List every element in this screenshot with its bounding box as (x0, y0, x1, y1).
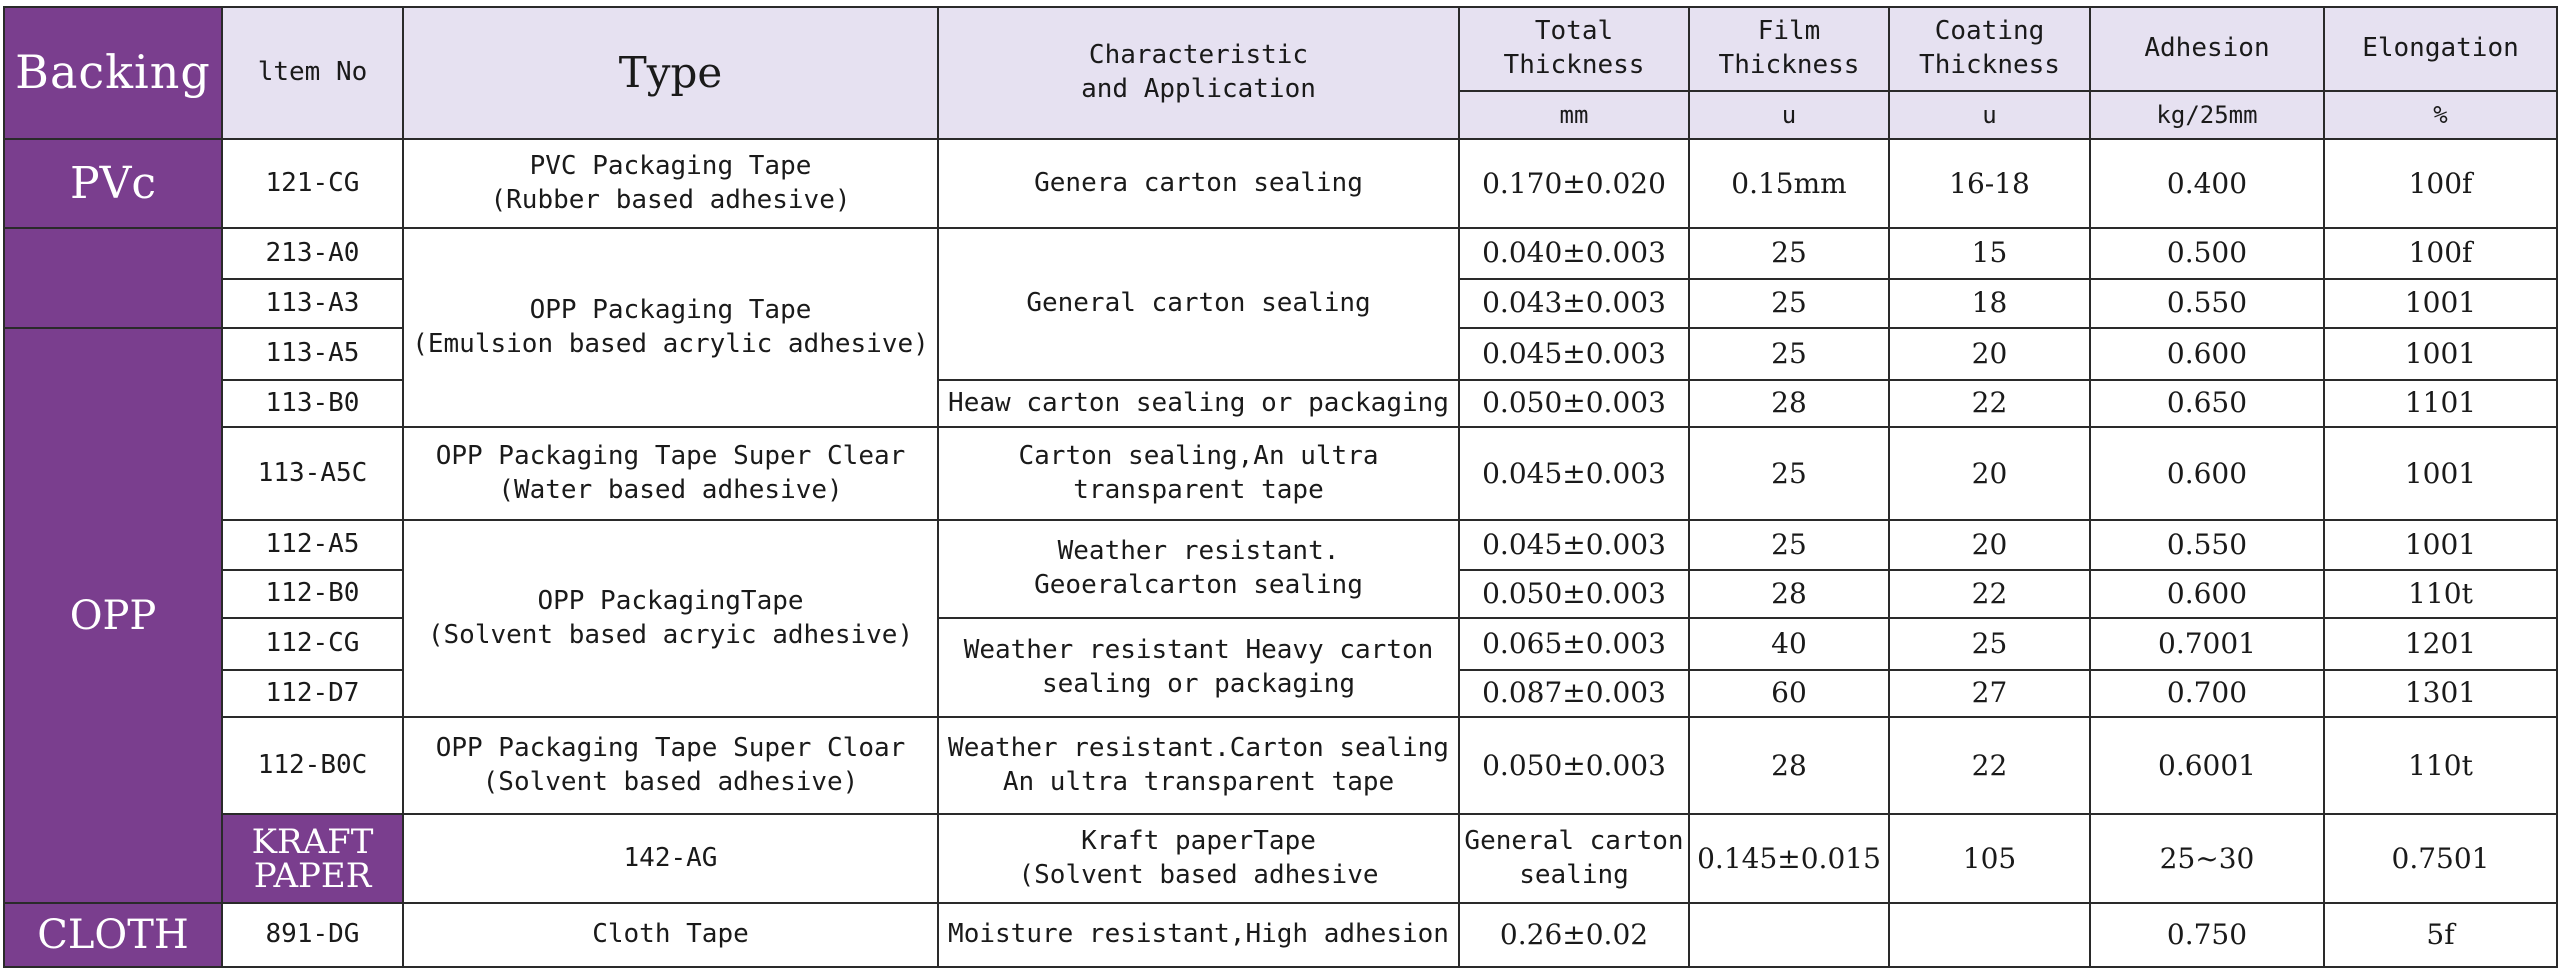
film-thickness-cell (1689, 903, 1889, 967)
unit-elongation: % (2324, 91, 2557, 140)
item-no-cell: 112-A5 (222, 520, 403, 570)
film-thickness-cell: 28 (1689, 717, 1889, 814)
table-row (4, 520, 2557, 570)
film-thickness-cell: 25 (1689, 228, 1889, 279)
application-cell: Carton sealing,An ultra transparent tape (938, 427, 1459, 520)
total-thickness-cell: 0.045±0.003 (1459, 520, 1689, 570)
item-no-cell: 121-CG (222, 139, 403, 228)
coating-thickness-cell: 25 (1889, 618, 2090, 670)
adhesion-cell: 0.700 (2090, 670, 2324, 717)
header-characteristic: Characteristic and Application (938, 7, 1459, 139)
application-cell: Genera carton sealing (938, 139, 1459, 228)
type-cell: OPP Packaging Tape (Emulsion based acrylic adhesive) (403, 228, 938, 427)
type-cell: OPP Packaging Tape Super Cloar (Solvent based adhesive) (403, 717, 938, 814)
elongation-cell: 1001 (2324, 328, 2557, 380)
adhesion-cell: 0.650 (2090, 380, 2324, 427)
coating-thickness-cell: 22 (1889, 570, 2090, 619)
table-row (4, 717, 2557, 814)
adhesion-cell: 0.600 (2090, 427, 2324, 520)
elongation-cell: 110t (2324, 570, 2557, 619)
elongation-cell: 1001 (2324, 427, 2557, 520)
table-row (4, 814, 2557, 903)
coating-thickness-cell: 20 (1889, 328, 2090, 380)
elongation-cell: 1301 (2324, 670, 2557, 717)
header-total-thickness: Total Thickness (1459, 7, 1689, 91)
unit-coating-thickness: u (1889, 91, 2090, 140)
application-cell: Weather resistant. Geoeralcarton sealing (938, 520, 1459, 618)
item-no-cell: 142-AG (403, 814, 938, 903)
header-coating-thickness: Coating Thickness (1889, 7, 2090, 91)
item-no-cell: 112-D7 (222, 670, 403, 717)
application-cell: General carton sealing (1459, 814, 1689, 903)
item-no-cell: 113-A5 (222, 328, 403, 380)
tape-spec-table (3, 6, 2558, 968)
type-cell: PVC Packaging Tape (Rubber based adhesive) (403, 139, 938, 228)
coating-thickness-cell: 20 (1889, 427, 2090, 520)
table-row (4, 380, 2557, 427)
type-cell: OPP PackagingTape (Solvent based acryic adhesive) (403, 520, 938, 717)
backing-opp: OPP (4, 328, 222, 903)
adhesion-cell: 0.6001 (2090, 717, 2324, 814)
film-thickness-cell: 0.15mm (1689, 139, 1889, 228)
item-no-cell: 891-DG (222, 903, 403, 967)
film-thickness-cell: 25 (1689, 427, 1889, 520)
header-row (4, 7, 2557, 91)
elongation-cell: 5f (2324, 903, 2557, 967)
total-thickness-cell: 0.045±0.003 (1459, 427, 1689, 520)
elongation-cell: 1001 (2324, 520, 2557, 570)
application-cell: Moisture resistant,High adhesion (938, 903, 1459, 967)
adhesion-cell: 0.600 (2090, 328, 2324, 380)
coating-thickness-cell: 18 (1889, 279, 2090, 329)
unit-film-thickness: u (1689, 91, 1889, 140)
item-no-cell: 113-A3 (222, 279, 403, 329)
total-thickness-cell: 0.170±0.020 (1459, 139, 1689, 228)
film-thickness-cell: 105 (1889, 814, 2090, 903)
film-thickness-cell: 25 (1689, 520, 1889, 570)
coating-thickness-cell: 20 (1889, 520, 2090, 570)
total-thickness-cell: 0.145±0.015 (1689, 814, 1889, 903)
coating-thickness-cell: 22 (1889, 717, 2090, 814)
backing-kraft-paper: KRAFT PAPER (222, 814, 403, 903)
table-row (4, 228, 2557, 279)
header-adhesion: Adhesion (2090, 7, 2324, 91)
film-thickness-cell: 28 (1689, 570, 1889, 619)
item-no-cell: 112-B0C (222, 717, 403, 814)
table-row (4, 427, 2557, 520)
item-no-cell: 113-B0 (222, 380, 403, 427)
application-cell: Heaw carton sealing or packaging (938, 380, 1459, 427)
unit-total-thickness: mm (1459, 91, 1689, 140)
film-thickness-cell: 25 (1689, 328, 1889, 380)
type-cell: Cloth Tape (403, 903, 938, 967)
table-row (4, 618, 2557, 670)
elongation-cell: 100f (2324, 228, 2557, 279)
total-thickness-cell: 0.050±0.003 (1459, 717, 1689, 814)
unit-adhesion: kg/25mm (2090, 91, 2324, 140)
film-thickness-cell: 40 (1689, 618, 1889, 670)
elongation-cell: 1101 (2324, 380, 2557, 427)
header-item-no: ltem No (222, 7, 403, 139)
total-thickness-cell: 0.043±0.003 (1459, 279, 1689, 329)
adhesion-cell: 0.400 (2090, 139, 2324, 228)
backing-cloth: CLOTH (4, 903, 222, 967)
adhesion-cell: 0.600 (2090, 570, 2324, 619)
adhesion-cell: 0.750 (2090, 903, 2324, 967)
elongation-cell: 1001 (2324, 279, 2557, 329)
header-elongation: Elongation (2324, 7, 2557, 91)
application-cell: Weather resistant.Carton sealing An ultra transparent tape (938, 717, 1459, 814)
film-thickness-cell: 25 (1689, 279, 1889, 329)
total-thickness-cell: 0.065±0.003 (1459, 618, 1689, 670)
total-thickness-cell: 0.050±0.003 (1459, 570, 1689, 619)
type-cell: OPP Packaging Tape Super Clear (Water based adhesive) (403, 427, 938, 520)
item-no-cell: 213-A0 (222, 228, 403, 279)
application-cell: General carton sealing (938, 228, 1459, 380)
table-row (4, 903, 2557, 967)
elongation-cell: 1201 (2324, 618, 2557, 670)
header-type: Type (403, 7, 938, 139)
item-no-cell: 112-B0 (222, 570, 403, 619)
coating-thickness-cell: 25~30 (2090, 814, 2324, 903)
coating-thickness-cell (1889, 903, 2090, 967)
adhesion-cell: 0.550 (2090, 520, 2324, 570)
total-thickness-cell: 0.26±0.02 (1459, 903, 1689, 967)
coating-thickness-cell: 22 (1889, 380, 2090, 427)
adhesion-cell: 0.7001 (2090, 618, 2324, 670)
adhesion-cell: 0.550 (2090, 279, 2324, 329)
elongation-cell: 100f (2324, 139, 2557, 228)
total-thickness-cell: 0.040±0.003 (1459, 228, 1689, 279)
adhesion-cell: 0.7501 (2324, 814, 2557, 903)
header-film-thickness: Film Thickness (1689, 7, 1889, 91)
backing-pvc: PVc (4, 139, 222, 228)
application-cell: Weather resistant Heavy carton sealing or packaging (938, 618, 1459, 717)
type-cell: Kraft paperTape (Solvent based adhesive (938, 814, 1459, 903)
item-no-cell: 113-A5C (222, 427, 403, 520)
total-thickness-cell: 0.087±0.003 (1459, 670, 1689, 717)
elongation-cell: 110t (2324, 717, 2557, 814)
backing-blank (4, 228, 222, 328)
item-no-cell: 112-CG (222, 618, 403, 670)
coating-thickness-cell: 27 (1889, 670, 2090, 717)
coating-thickness-cell: 16-18 (1889, 139, 2090, 228)
film-thickness-cell: 60 (1689, 670, 1889, 717)
film-thickness-cell: 28 (1689, 380, 1889, 427)
total-thickness-cell: 0.045±0.003 (1459, 328, 1689, 380)
adhesion-cell: 0.500 (2090, 228, 2324, 279)
header-backing: Backing (4, 7, 222, 139)
total-thickness-cell: 0.050±0.003 (1459, 380, 1689, 427)
table-row (4, 139, 2557, 228)
coating-thickness-cell: 15 (1889, 228, 2090, 279)
